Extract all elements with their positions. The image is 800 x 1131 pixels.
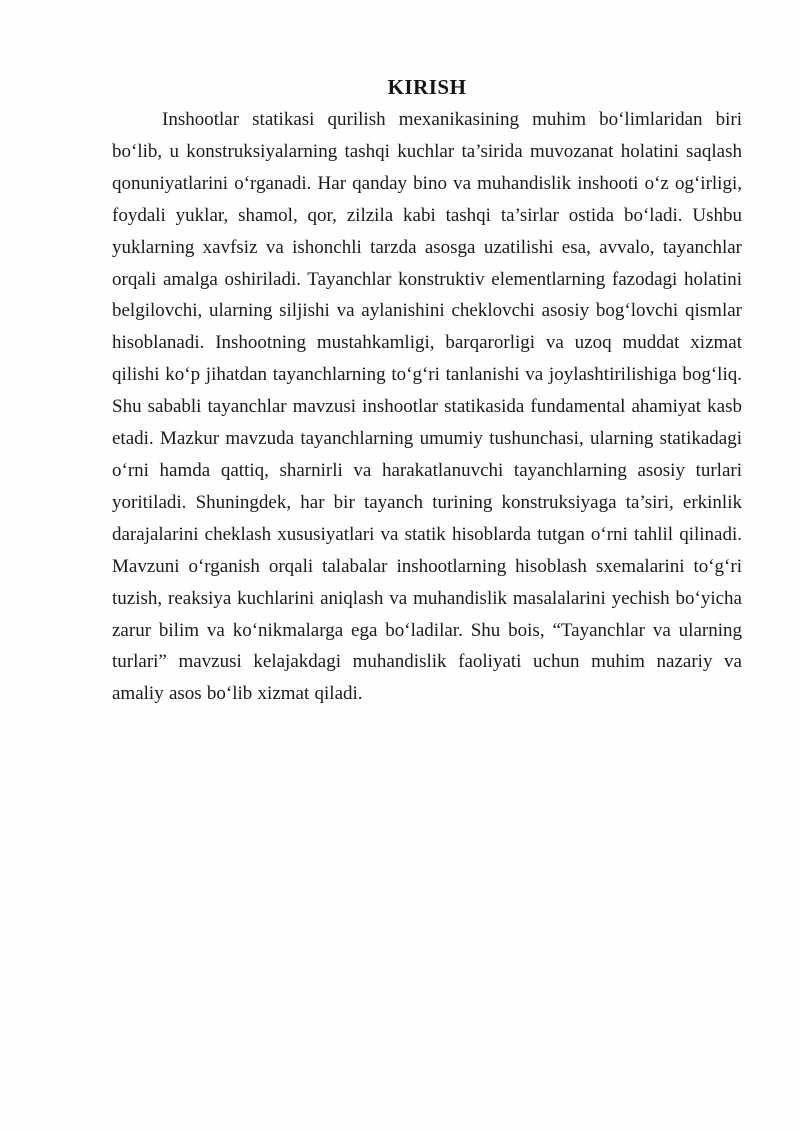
document-title: KIRISH: [387, 75, 467, 99]
body-paragraph: Inshootlar statikasi qurilish mexanikasining muhim bo‘limlaridan biri bo‘lib, u konstruksiyalarning tashqi kuchlar ta’sirida muvozanat holatini saqlash qonuniyatlarini o‘rganadi. Har qanday bino va muhandislik inshooti o‘z og‘irligi, foydali yuklar, shamol, qor, zilzila kabi tashqi ta’sirlar ostida bo‘ladi. Ushbu yuklarning xavfsiz va ishonchli tarzda asosga uzatilishi esa, avvalo, tayanchlar orqali amalga oshiriladi. Tayanchlar konstruktiv elementlarning fazodagi holatini belgilovchi, ularning siljishi va aylanishini cheklovchi asosiy bog‘lovchi qismlar hisoblanadi. Inshootning mustahkamligi, barqarorligi va uzoq muddat xizmat qilishi ko‘p jihatdan tayanchlarning to‘g‘ri tanlanishi va joylashtirilishiga bog‘liq. Shu sababli tayanchlar mavzusi inshootlar statikasida fundamental ahamiyat kasb etadi. Mazkur mavzuda tayanchlarning umumiy tushunchasi, ularning statikadagi o‘rni hamda qattiq, sharnirli va harakatlanuvchi tayanchlarning asosiy turlari yoritiladi. Shuningdek, har bir tayanch turining konstruksiyaga ta’siri, erkinlik darajalarini cheklash xususiyatlari va statik hisoblarda tutgan o‘rni tahlil qilinadi. Mavzuni o‘rganish orqali talabalar inshootlarning hisoblash sxemalarini to‘g‘ri tuzish, reaksiya kuchlarini aniqlash va muhandislik masalalarini yechish bo‘yicha zarur bilim va ko‘nikmalarga ega bo‘ladilar. Shu bois, “Tayanchlar va ularning turlari” mavzusi kelajakdagi muhandislik faoliyati uchun muhim nazariy va amaliy asos bo‘lib xizmat qiladi.: [112, 109, 742, 705]
